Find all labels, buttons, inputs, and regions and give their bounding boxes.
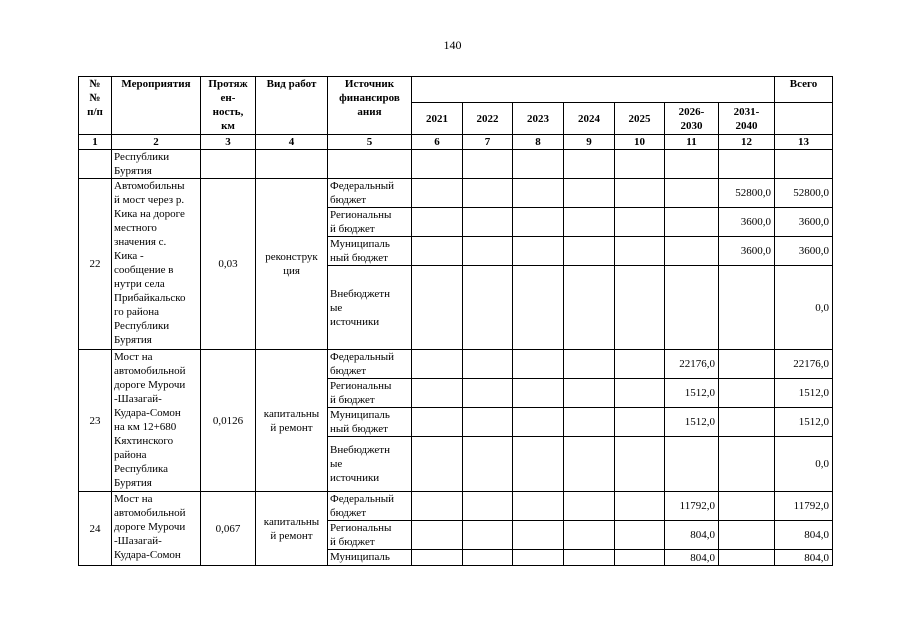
value-2026-2030 [665, 179, 719, 208]
value-2031-2040 [719, 379, 775, 408]
funding-source: Муниципаль [328, 550, 412, 566]
funding-source: Региональны й бюджет [328, 521, 412, 550]
header-work-type: Вид работ [256, 77, 328, 135]
continuation-row [79, 150, 833, 179]
value-total: 3600,0 [775, 237, 833, 266]
value-total: 22176,0 [775, 350, 833, 379]
column-number: 6 [412, 135, 463, 150]
continuation-text: Республики Бурятия [112, 150, 201, 179]
value-2026-2030: 1512,0 [665, 408, 719, 437]
column-number: 7 [463, 135, 513, 150]
table-row [79, 350, 833, 379]
header-year-2026-2030: 2026- 2030 [665, 103, 719, 135]
header-num: № № п/п [79, 77, 112, 135]
value-2026-2030: 22176,0 [665, 350, 719, 379]
funding-source: Федеральный бюджет [328, 179, 412, 208]
value-2031-2040: 52800,0 [719, 179, 775, 208]
funding-source: Федеральный бюджет [328, 492, 412, 521]
header-year-2021: 2021 [412, 103, 463, 135]
length-value: 0,0126 [201, 350, 256, 492]
funding-source: Федеральный бюджет [328, 350, 412, 379]
value-2026-2030 [665, 266, 719, 350]
value-total: 0,0 [775, 437, 833, 492]
value-2031-2040 [719, 521, 775, 550]
header-years-group [412, 77, 775, 103]
value-2031-2040 [719, 408, 775, 437]
header-event: Мероприятия [112, 77, 201, 135]
value-total: 804,0 [775, 521, 833, 550]
header-year-2031-2040: 2031- 2040 [719, 103, 775, 135]
row-number: 24 [79, 492, 112, 566]
value-2031-2040 [719, 492, 775, 521]
value-total: 11792,0 [775, 492, 833, 521]
column-number: 10 [615, 135, 665, 150]
column-numbers-row [79, 135, 833, 150]
column-number: 9 [564, 135, 615, 150]
value-2031-2040 [719, 437, 775, 492]
header-year-2025: 2025 [615, 103, 665, 135]
column-number: 13 [775, 135, 833, 150]
funding-source: Внебюджетн ые источники [328, 266, 412, 350]
value-total: 52800,0 [775, 179, 833, 208]
value-total: 0,0 [775, 266, 833, 350]
header-length: Протяж ен- ность, км [201, 77, 256, 135]
header-year-2022: 2022 [463, 103, 513, 135]
length-value: 0,067 [201, 492, 256, 566]
funding-source: Региональны й бюджет [328, 379, 412, 408]
column-number: 5 [328, 135, 412, 150]
value-2031-2040: 3600,0 [719, 208, 775, 237]
funding-source: Региональны й бюджет [328, 208, 412, 237]
column-number: 12 [719, 135, 775, 150]
funding-source: Внебюджетн ые источники [328, 437, 412, 492]
work-type: реконструк ция [256, 179, 328, 350]
value-total: 804,0 [775, 550, 833, 566]
work-type: капитальны й ремонт [256, 350, 328, 492]
column-number: 1 [79, 135, 112, 150]
value-2026-2030 [665, 208, 719, 237]
value-2031-2040: 3600,0 [719, 237, 775, 266]
page-number: 140 [443, 38, 462, 52]
value-total: 1512,0 [775, 379, 833, 408]
table-row [79, 179, 833, 208]
event-name: Автомобильны й мост через р. Кика на дороге местного значения с. Кика - сообщение в нутри села Прибайкальско го района Республики Бурятия [112, 179, 201, 350]
header-funding-source: Источник финансиров ания [328, 77, 412, 135]
length-value: 0,03 [201, 179, 256, 350]
column-number: 4 [256, 135, 328, 150]
column-number: 11 [665, 135, 719, 150]
row-number: 22 [79, 179, 112, 350]
value-2026-2030 [665, 237, 719, 266]
header-year-2023: 2023 [513, 103, 564, 135]
event-name: Мост на автомобильной дороге Мурочи -Шазагай- Кудара-Сомон на км 12+680 Кяхтинского района Республика Бурятия [112, 350, 201, 492]
work-type: капитальны й ремонт [256, 492, 328, 566]
row-number: 23 [79, 350, 112, 492]
column-number: 2 [112, 135, 201, 150]
financing-table [78, 76, 833, 566]
column-number: 3 [201, 135, 256, 150]
value-2026-2030: 804,0 [665, 550, 719, 566]
header-total-empty [775, 103, 833, 135]
value-2026-2030: 1512,0 [665, 379, 719, 408]
event-name: Мост на автомобильной дороге Мурочи -Шазагай- Кудара-Сомон [112, 492, 201, 566]
value-total: 3600,0 [775, 208, 833, 237]
funding-source: Муниципаль ный бюджет [328, 408, 412, 437]
column-number: 8 [513, 135, 564, 150]
value-2031-2040 [719, 550, 775, 566]
header-row-1 [79, 77, 833, 103]
funding-source: Муниципаль ный бюджет [328, 237, 412, 266]
value-total: 1512,0 [775, 408, 833, 437]
value-2031-2040 [719, 350, 775, 379]
value-2026-2030: 804,0 [665, 521, 719, 550]
header-year-2024: 2024 [564, 103, 615, 135]
header-total: Всего [775, 77, 833, 103]
value-2026-2030 [665, 437, 719, 492]
value-2031-2040 [719, 266, 775, 350]
table-row [79, 492, 833, 521]
value-2026-2030: 11792,0 [665, 492, 719, 521]
